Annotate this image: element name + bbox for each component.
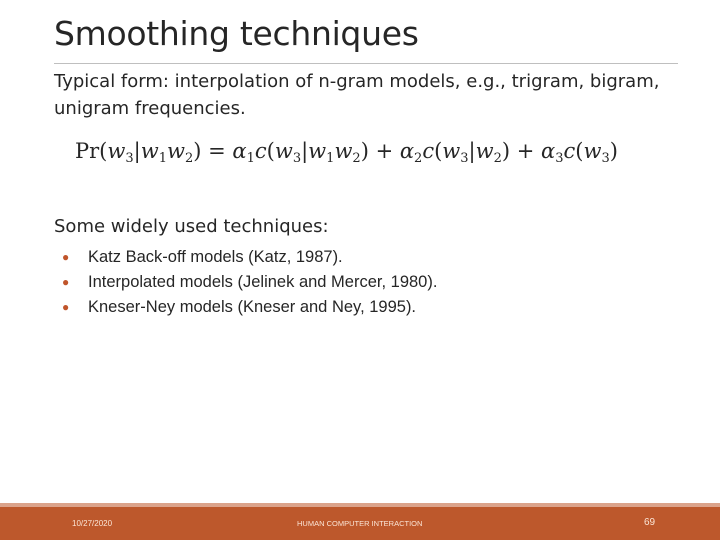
list-item — [62, 295, 437, 320]
list-item-text: Interpolated models (Jelinek and Mercer, 1980). — [88, 273, 438, 291]
bullet-icon: ● — [62, 250, 70, 264]
list-item — [62, 270, 437, 295]
bullet-icon: ● — [62, 275, 70, 289]
interpolation-formula: $Pr(w_3|w_1w_2) = \alpha_1c(w_3|w_1w_2) + \alpha_2c(w_3|w_2) + \alpha_3c(w_3)$ — [75, 139, 618, 166]
slide-title: Smoothing techniques — [54, 14, 419, 53]
list-item-text: Kneser-Ney models (Kneser and Ney, 1995). — [88, 298, 417, 316]
bullet-icon: ● — [62, 300, 70, 314]
intro-paragraph: Typical form: interpolation of n-gram models, e.g., trigram, bigram, unigram frequencies. — [54, 71, 660, 119]
list-item-text: Katz Back-off models (Katz, 1987). — [88, 248, 343, 266]
techniques-list — [62, 245, 437, 320]
list-item — [62, 245, 437, 270]
techniques-heading: Some widely used techniques: — [54, 216, 329, 237]
page-number: 69 — [644, 517, 656, 528]
title-divider — [54, 63, 678, 64]
footer-date: 10/27/2020 — [72, 519, 113, 528]
footer-course-title: HUMAN COMPUTER INTERACTION — [297, 519, 423, 528]
